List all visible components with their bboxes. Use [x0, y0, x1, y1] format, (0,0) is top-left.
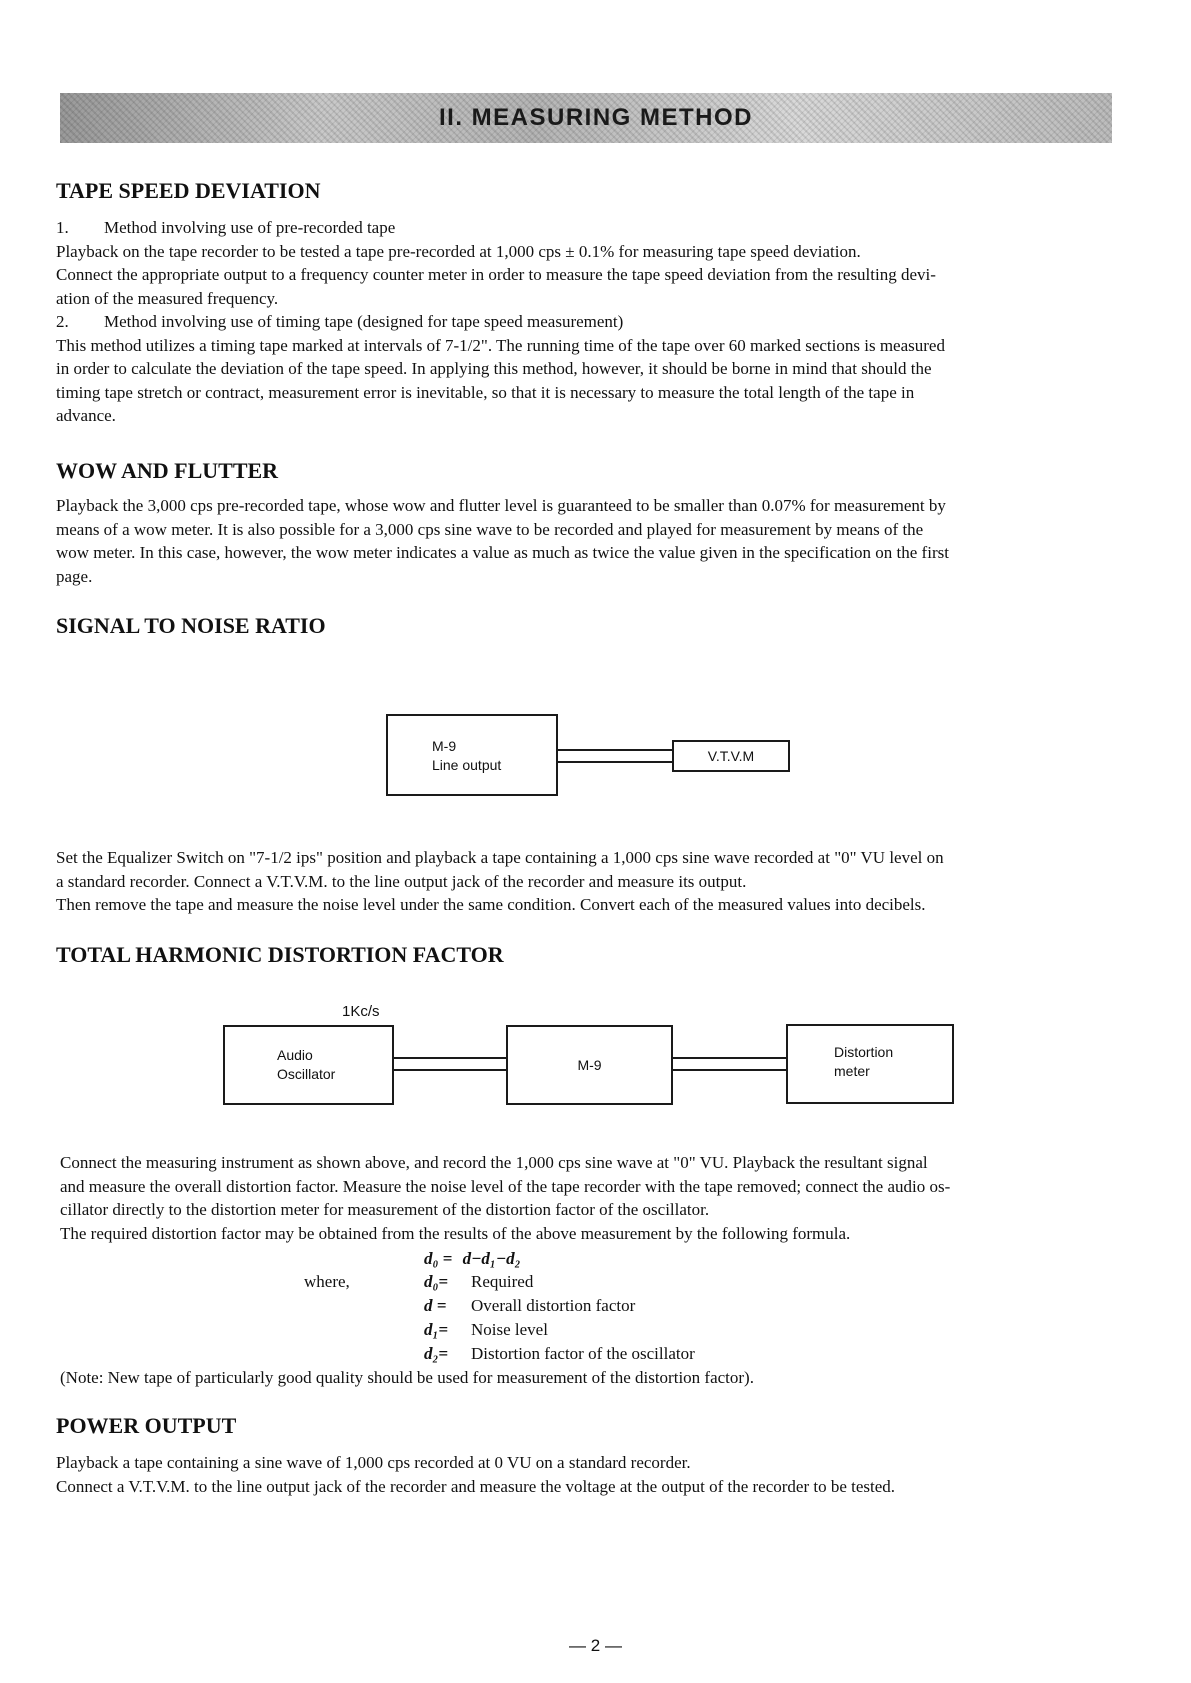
paragraph-line: Then remove the tape and measure the noise level under the same condition. Convert each of the measured values into decibels. [56, 895, 926, 914]
tape-speed-body [56, 216, 1114, 428]
paragraph-line: in order to calculate the deviation of the tape speed. In applying this method, however, it should be borne in mind that should the [56, 359, 932, 378]
formula-def-text: Noise level [471, 1320, 548, 1339]
formula-def-symbol: d₀= [424, 1272, 449, 1291]
power-body [56, 1451, 1114, 1498]
item-title: Method involving use of pre-recorded tape [104, 218, 396, 237]
formula-def-symbol: d₁= [424, 1320, 449, 1339]
formula-def-row [424, 1320, 548, 1340]
box-label: meter [834, 1063, 870, 1079]
formula-def-text: Overall distortion factor [471, 1296, 636, 1315]
diagram-connection-line [394, 1057, 506, 1071]
box-label: Distortion [834, 1044, 894, 1060]
tape-speed-item1 [56, 216, 1114, 240]
box-label: Audio [277, 1047, 313, 1063]
formula-def-symbol: d₂= [424, 1344, 449, 1363]
formula-def-row [424, 1296, 636, 1316]
section-title: II. MEASURING METHOD [438, 104, 753, 131]
diagram-box-vtvm: V.T.V.M [672, 740, 790, 772]
heading-signal-to-noise-ratio: SIGNAL TO NOISE RATIO [56, 613, 326, 638]
paragraph-line: Connect the measuring instrument as shown above, and record the 1,000 cps sine wave at "0" VU. Playback the resultant signal [60, 1153, 928, 1172]
paragraph-line: ation of the measured frequency. [56, 288, 279, 308]
formula-def-symbol: d = [424, 1296, 447, 1315]
paragraph-line: a standard recorder. Connect a V.T.V.M. to the line output jack of the recorder and measure its output. [56, 871, 747, 891]
box-label: Oscillator [277, 1066, 336, 1082]
snr-body [56, 846, 1114, 917]
paragraph-line: wow meter. In this case, however, the wow meter indicates a value as much as twice the value given in the specification on the first [56, 543, 949, 562]
diagram-box-m9: M-9 [506, 1025, 673, 1105]
heading-power-output: POWER OUTPUT [56, 1413, 237, 1438]
wow-body [56, 494, 1114, 588]
formula-def-text: Required [471, 1272, 534, 1291]
thd-body [60, 1151, 1114, 1245]
formula-def-row [424, 1344, 695, 1364]
paragraph-line: page. [56, 566, 93, 586]
paragraph-line: advance. [56, 406, 116, 425]
tape-speed-item2 [56, 310, 1114, 334]
paragraph-line: Set the Equalizer Switch on "7-1/2 ips" position and playback a tape containing a 1,000 cps sine wave recorded at "0" VU level on [56, 848, 944, 867]
heading-total-harmonic-distortion: TOTAL HARMONIC DISTORTION FACTOR [56, 942, 504, 967]
section-banner [60, 93, 1112, 143]
heading-tape-speed-deviation: TAPE SPEED DEVIATION [56, 178, 321, 203]
item-number: 1. [56, 218, 69, 237]
frequency-label: 1Kc/s [342, 1003, 380, 1020]
box-label: Line output [432, 757, 502, 773]
formula-where: where, [304, 1272, 350, 1291]
formula-main [424, 1249, 521, 1269]
paragraph-line: Playback on the tape recorder to be tested a tape pre-recorded at 1,000 cps ± 0.1% for measuring tape speed deviation. [56, 241, 861, 261]
item-title: Method involving use of timing tape (designed for tape speed measurement) [104, 312, 624, 331]
paragraph-line: timing tape stretch or contract, measurement error is inevitable, so that it is necessary to measure the total length of the tape in [56, 382, 915, 402]
formula-def-row [424, 1272, 534, 1292]
diagram-connection-line [673, 1057, 786, 1071]
diagram-connection-line [558, 749, 672, 763]
diagram-box-distortion-meter [786, 1024, 954, 1104]
paragraph-line: Connect a V.T.V.M. to the line output jack of the recorder and measure the voltage at the output of the recorder to be tested. [56, 1476, 896, 1496]
paragraph-line: cillator directly to the distortion meter for measurement of the distortion factor of the oscillator. [60, 1200, 710, 1219]
formula-lhs: d₀ = [424, 1249, 453, 1268]
diagram-box-audio-oscillator [223, 1025, 394, 1105]
item-number: 2. [56, 312, 69, 331]
heading-wow-and-flutter: WOW AND FLUTTER [56, 458, 279, 483]
page-number: — 2 — [569, 1636, 622, 1655]
paragraph-line: Playback the 3,000 cps pre-recorded tape, whose wow and flutter level is guaranteed to be smaller than 0.07% for measurement by [56, 496, 946, 515]
formula-rhs: d−d₁−d₂ [462, 1249, 521, 1268]
paragraph-line: Connect the appropriate output to a frequency counter meter in order to measure the tape speed deviation from the resulting devi- [56, 265, 936, 284]
formula-def-text: Distortion factor of the oscillator [471, 1344, 695, 1363]
paragraph-line: Playback a tape containing a sine wave of 1,000 cps recorded at 0 VU on a standard recorder. [56, 1453, 691, 1472]
paragraph-line: The required distortion factor may be obtained from the results of the above measurement by the following formula. [60, 1223, 851, 1243]
paragraph-line: This method utilizes a timing tape marked at intervals of 7-1/2". The running time of the tape over 60 marked sections is measured [56, 335, 945, 355]
note-text: (Note: New tape of particularly good quality should be used for measurement of the distortion factor). [60, 1368, 754, 1387]
paragraph-line: means of a wow meter. It is also possible for a 3,000 cps sine wave to be recorded and played for measurement by means of the [56, 519, 924, 539]
paragraph-line: and measure the overall distortion factor. Measure the noise level of the tape recorder with the tape removed; connect the audio os- [60, 1176, 951, 1196]
diagram-box-m9-line-output [386, 714, 558, 796]
box-label: M-9 [432, 738, 457, 754]
